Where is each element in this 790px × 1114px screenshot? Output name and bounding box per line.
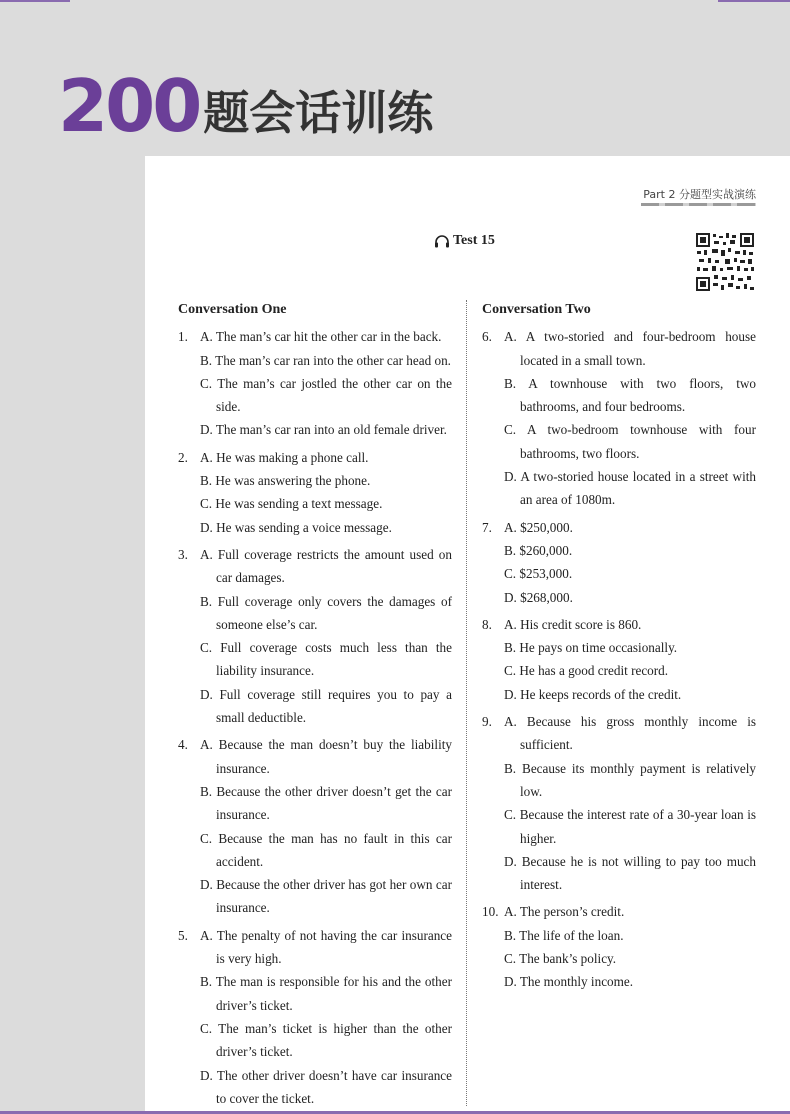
question-number: 10. <box>482 904 499 920</box>
option-c: C. Because the interest rate of a 30-year loan is higher. <box>504 807 756 846</box>
banner-title <box>58 62 434 148</box>
option-b: B. He pays on time occasionally. <box>504 640 678 656</box>
question-number: 1. <box>178 329 188 345</box>
question-4 <box>178 733 452 919</box>
question-2 <box>178 446 452 539</box>
top-rule <box>0 0 790 2</box>
question-number: 3. <box>178 546 188 562</box>
option-c: C. A two-bedroom townhouse with four bathrooms, two floors. <box>504 422 756 461</box>
question-7 <box>482 516 756 609</box>
option-d: D. $268,000. <box>504 589 573 605</box>
conversation-one <box>178 298 452 1114</box>
column-divider <box>466 300 467 1106</box>
option-b: B. Full coverage only covers the damages of someone else’s car. <box>200 593 452 632</box>
option-a: A. Full coverage restricts the amount used on car damages. <box>200 546 452 586</box>
question-5 <box>178 924 452 1110</box>
running-head-bar <box>641 203 756 206</box>
option-c: C. The bank’s policy. <box>504 951 617 967</box>
option-a: A. A two-storied and four-bedroom house located in a small town. <box>504 329 756 368</box>
option-d: D. He keeps records of the credit. <box>504 686 682 702</box>
option-d: D. Because the other driver has got her own car insurance. <box>200 877 452 916</box>
option-b: B. A townhouse with two floors, two bathrooms, and four bedrooms. <box>504 375 756 415</box>
question-10 <box>482 900 756 993</box>
question-number: 9. <box>482 714 492 730</box>
option-d: D. A two-storied house located in a street with an area of 1080m. <box>504 469 756 508</box>
qr-code[interactable] <box>695 232 755 292</box>
option-b: B. $260,000. <box>504 542 573 558</box>
running-head: Part 2 分题型实战演练 <box>643 188 756 201</box>
option-c: C. The man’s car jostled the other car on the side. <box>200 375 452 415</box>
option-d: D. He was sending a voice message. <box>200 519 392 535</box>
test-title-text: Test 15 <box>453 233 495 248</box>
question-number: 7. <box>482 519 492 535</box>
headphones-icon <box>434 234 450 248</box>
option-d: D. Because he is not willing to pay too much interest. <box>504 853 756 893</box>
option-b: B. The man is responsible for his and the other driver’s ticket. <box>200 974 452 1013</box>
conversation-two-heading: Conversation Two <box>482 302 591 317</box>
test-title <box>434 233 495 249</box>
option-c: C. The man’s ticket is higher than the other driver’s ticket. <box>200 1020 452 1060</box>
option-c: C. He has a good credit record. <box>504 663 669 679</box>
option-d: D. The monthly income. <box>504 974 634 990</box>
conversation-one-heading: Conversation One <box>178 302 287 317</box>
option-b: B. The man’s car ran into the other car head on. <box>200 352 451 368</box>
option-d: D. Full coverage still requires you to pay a small deductible. <box>200 686 452 726</box>
option-a: A. His credit score is 860. <box>504 616 642 632</box>
banner-chinese-title: 题会话训练 <box>203 86 434 140</box>
question-1 <box>178 325 452 441</box>
option-d: D. The man’s car ran into an old female driver. <box>200 422 447 438</box>
option-b: B. The life of the loan. <box>504 927 624 943</box>
banner-number: 200 <box>58 64 200 148</box>
option-a: A. The penalty of not having the car insurance is very high. <box>200 927 452 967</box>
option-b: B. Because its monthly payment is relatively low. <box>504 760 756 799</box>
question-6 <box>482 325 756 511</box>
question-number: 2. <box>178 449 188 465</box>
question-9 <box>482 710 756 896</box>
option-a: A. He was making a phone call. <box>200 449 369 465</box>
option-a: A. The man’s car hit the other car in the back. <box>200 329 442 345</box>
option-b: B. He was answering the phone. <box>200 473 371 489</box>
option-a: A. Because his gross monthly income is sufficient. <box>504 714 756 753</box>
question-8 <box>482 613 756 706</box>
option-b: B. Because the other driver doesn’t get the car insurance. <box>200 783 452 823</box>
conversation-two <box>482 298 756 998</box>
question-number: 4. <box>178 737 188 753</box>
option-c: C. $253,000. <box>504 566 573 582</box>
option-a: A. The person’s credit. <box>504 904 625 920</box>
question-3 <box>178 543 452 729</box>
option-a: A. Because the man doesn’t buy the liability insurance. <box>200 737 452 776</box>
question-number: 6. <box>482 329 492 345</box>
question-number: 8. <box>482 616 492 632</box>
option-a: A. $250,000. <box>504 519 573 535</box>
option-c: C. He was sending a text message. <box>200 496 383 512</box>
option-c: C. Because the man has no fault in this car accident. <box>200 830 452 869</box>
question-number: 5. <box>178 927 188 943</box>
option-d: D. The other driver doesn’t have car insurance to cover the ticket. <box>200 1067 452 1106</box>
option-c: C. Full coverage costs much less than the liability insurance. <box>200 640 452 679</box>
